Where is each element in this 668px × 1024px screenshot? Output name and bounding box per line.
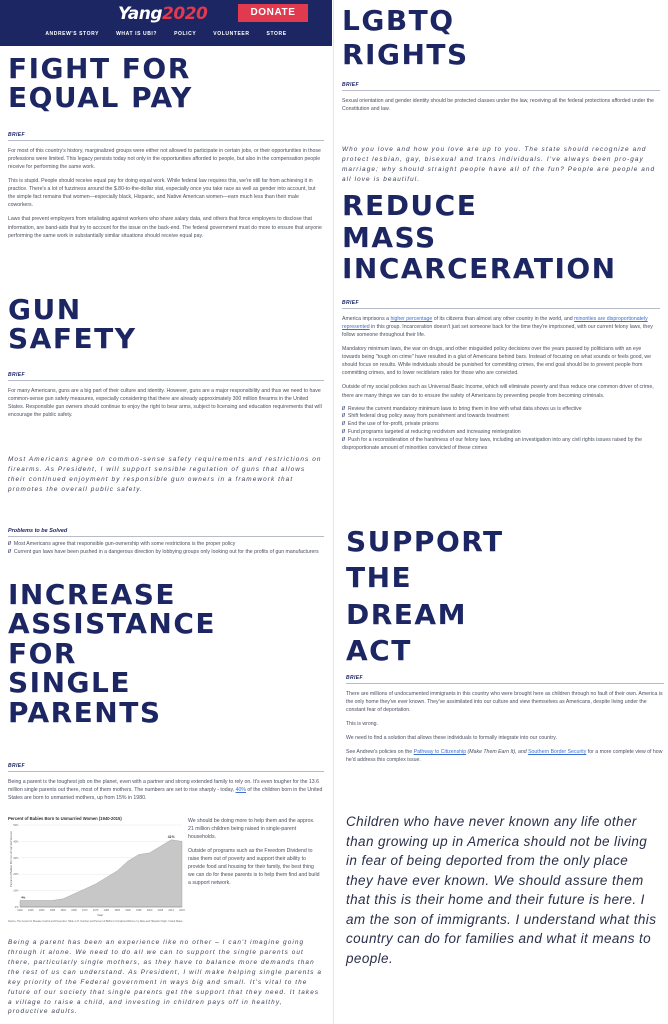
equal-pay-paragraph-3: Laws that prevent employers from retaliating against workers who share salary data, and others that force employers to disclose that information, are band-aids that try to account for the issue on the back-end. The federal government must do more to ensure that anyone performing the same work in substantially similar situations should receive equal pay. bbox=[8, 216, 322, 239]
problems-heading: Problems to be Solved bbox=[8, 528, 68, 534]
single-parents-title: INCREASE ASSISTANCE FOR SINGLE PARENTS bbox=[8, 578, 217, 729]
chart-x-tick-label: 1965 bbox=[71, 909, 77, 912]
side-paragraph-1: We should be doing more to help them and the approx. 21 million children being raised in single-parent households. bbox=[188, 818, 315, 841]
chart-y-tick-label: 30% bbox=[13, 856, 19, 860]
chart-y-tick-label: 10% bbox=[13, 889, 19, 893]
incarceration-title: REDUCE MASS INCARCERATION bbox=[342, 189, 617, 286]
divider bbox=[8, 140, 324, 141]
divider bbox=[346, 683, 664, 684]
single-parents-quote: Being a parent has been an experience like no other – I can't imagine going through it alone. We need to do all we can to support the single parents out there, particularly single mothers, as they have to balance more demands than the rest of us can understand. As President, I will make helping single parents a key priority of the Federal government in ways big and small. It's vital to the future of our society that single parents get the support that they need. It takes a village to raise a child, and investing in children pays off in healthy, productive adults. bbox=[8, 939, 323, 1016]
dream-act-paragraph-2: This is wrong. bbox=[346, 721, 378, 728]
dream-act-section bbox=[346, 524, 664, 670]
chart-x-tick-label: 2005 bbox=[157, 909, 164, 912]
nav-volunteer[interactable]: VOLUNTEER bbox=[213, 31, 250, 37]
bullet-item: // End the use of for-profit, private prisons bbox=[342, 421, 439, 428]
dream-act-paragraph-1: There are millions of undocumented immigrants in this country who were brought here as children through no fault of their own. America is the only home they've ever known. They've assimilated into our culture and view themselves as Americans, despite living under the constant fear of deportation. bbox=[346, 691, 663, 714]
brief-label: BRIEF bbox=[8, 372, 25, 378]
gun-safety-title: GUN SAFETY bbox=[8, 293, 137, 355]
lgbtq-title: LGBTQ RIGHTS bbox=[342, 4, 469, 71]
dream-act-title: SUPPORT THE DREAM ACT bbox=[346, 525, 504, 668]
brief-label: BRIEF bbox=[342, 82, 359, 88]
chart-svg bbox=[8, 815, 186, 927]
chart-x-tick-label: 1970 bbox=[82, 909, 88, 912]
higher-percentage-link[interactable]: higher percentage bbox=[390, 316, 433, 322]
left-column bbox=[0, 0, 332, 1024]
chart-area-series bbox=[20, 840, 182, 907]
chart-x-tick-label: 1995 bbox=[136, 909, 142, 912]
chart-start-label: 4% bbox=[21, 895, 26, 900]
dream-act-quote: Children who have never known any life other than growing up in America should not be living in fear of being deported from the only place they have ever known. We should assure them that this is their home and their future is here. I am the son of immigrants. I understand what this country can do for families and what it means to people. bbox=[346, 814, 657, 966]
border-security-link[interactable]: Southern Border Security bbox=[528, 749, 587, 756]
chart-x-axis-label: Year bbox=[96, 913, 104, 917]
problem-item: // Most Americans agree that responsible gun-ownership with some restrictions is the proper policy bbox=[8, 541, 236, 547]
chart-x-tick-label: 1975 bbox=[92, 909, 99, 912]
side-paragraph-2: Outside of programs such as the Freedom Dividend to raise them out of poverty and support their ability to provide food and housing for their family, the best thing we can do for these parents is to help them find and build a support network. bbox=[188, 848, 320, 887]
chart-x-tick-label: 1985 bbox=[114, 909, 120, 912]
minorities-link[interactable]: minorities are disproportionately represented bbox=[342, 316, 648, 331]
brief-label: BRIEF bbox=[8, 132, 25, 138]
lgbtq-paragraph: Sexual orientation and gender identity should be protected classes under the law, receiving all the federal protections afforded under the Constitution and law. bbox=[342, 98, 654, 113]
single-parents-side-text bbox=[188, 817, 320, 888]
incarceration-body bbox=[342, 300, 660, 452]
incarceration-paragraph-3: Outside of my social policies such as Universal Basic Income, which will eliminate poverty and thus reduce one common driver of crime, there are many things we can do to ensure the safety of Americans by preventing people from becoming criminals. bbox=[342, 384, 654, 399]
incarceration-section bbox=[342, 190, 660, 285]
chart-y-tick-label: 40% bbox=[13, 840, 19, 844]
gun-safety-paragraph: For many Americans, guns are a big part of their culture and identity. However, guns are a major responsibility and thus we need to have common-sense gun safety measures, especially considering that there are already approximately 300 million firearms in the United States. Responsible gun owners should continue to enjoy the right to bear arms, subject to licensing and education requirements that will encourage the public safety. bbox=[8, 388, 322, 419]
chart-y-tick-label: 20% bbox=[13, 873, 19, 877]
bullet-item: // Shift federal drug policy away from punishment and towards treatment bbox=[342, 413, 509, 420]
chart-y-tick-label: 50% bbox=[13, 824, 19, 827]
chart-x-tick-label: 1945 bbox=[28, 909, 34, 912]
divider bbox=[342, 308, 660, 309]
chart-title: Percent of Babies Born to Unmarried Women (1940-2015) bbox=[8, 816, 122, 821]
brief-label: BRIEF bbox=[8, 763, 25, 769]
chart-x-tick-label: 1990 bbox=[125, 909, 131, 912]
equal-pay-body bbox=[8, 132, 324, 240]
brief-label: BRIEF bbox=[342, 300, 359, 306]
chart-y-axis-label: Percent of Babies Born to Unmarried Women bbox=[9, 830, 13, 887]
brief-label: BRIEF bbox=[346, 675, 363, 681]
problem-item: // Current gun laws have been pushed in a dangerous direction by lobbying groups only looking out for the profits of gun manufacturers bbox=[8, 548, 319, 555]
dream-act-paragraph-4: See Andrew's policies on the Pathway to Citizenship (Make Them Earn It), and Southern Border Security for a more complete view of how he'd address this complex issue. bbox=[346, 749, 663, 764]
gun-safety-problems bbox=[8, 528, 324, 557]
chart-x-tick-label: 2010 bbox=[168, 909, 174, 912]
dream-act-body bbox=[346, 675, 664, 764]
divider bbox=[8, 536, 324, 537]
nav-policy[interactable]: POLICY bbox=[174, 31, 197, 37]
lgbtq-section bbox=[342, 4, 660, 71]
site-header bbox=[0, 0, 332, 46]
incarceration-paragraph-1: America imprisons a higher percentage of its citizens than almost any other country in the world, and minorities are disproportionately represented in this group. Incarceration doesn't just set someone back for the time they're imprisoned, with our current felony laws, they follow someone throughout their life. bbox=[342, 316, 653, 339]
pathway-link[interactable]: Pathway to Citizenship bbox=[413, 749, 467, 756]
dream-act-paragraph-3: We need to find a solution that allows these individuals to formally integrate into our country. bbox=[346, 735, 557, 742]
nav-store[interactable]: STORE bbox=[266, 31, 287, 37]
yang2020-logo[interactable]: Yang2020 bbox=[118, 4, 208, 24]
divider bbox=[8, 771, 324, 772]
forty-percent-link[interactable]: 40% bbox=[235, 787, 246, 794]
divider bbox=[342, 90, 660, 91]
main-nav bbox=[0, 31, 332, 37]
single-parents-paragraph: Being a parent is the toughest job on the planet, even with a partner and strong extended family to rely on. It's even tougher for the 13.6 million single parents out there, most of them mothers. The numbers are set to rise sharply - today, 40% of the children born in the United States are born to unmarried mothers, up from 15% in 1980. bbox=[8, 779, 323, 802]
equal-pay-paragraph-2: This is stupid. People should receive equal pay for doing equal work. While federal law requires this, we're still far from achieving it in practice. There's a lot of fuzziness around the $.80-to-the-dollar stat, especially once you take race as well as gender into account, but the simple fact remains that women—especially black, Hispanic, and Native American women—earn much less than their male coworkers. bbox=[8, 178, 316, 209]
divider bbox=[8, 380, 324, 381]
chart-x-tick-label: 1960 bbox=[60, 909, 66, 912]
chart-source: Source: The Center for Disease Control and Prevention, Table 1-17, Number and Percent of Births to Unmarried Women, by Race and Hispanic Origin: United States bbox=[8, 920, 183, 923]
nav-andrews-story[interactable]: ANDREW'S STORY bbox=[45, 31, 100, 37]
gun-safety-body bbox=[8, 372, 324, 419]
nav-what-is-ubi[interactable]: WHAT IS UBI? bbox=[116, 31, 158, 37]
single-parents-body bbox=[8, 763, 324, 802]
chart-x-tick-label: 1950 bbox=[38, 909, 45, 912]
chart-x-tick-label: 1955 bbox=[49, 909, 56, 912]
donate-button[interactable]: DONATE bbox=[238, 4, 308, 22]
unmarried-births-chart bbox=[8, 815, 186, 927]
bullet-item: // Push for a reconsideration of the harshness of our felony laws, including an investigation into any civil rights issues raised by the disproportionate amount of minorities convicted of these crimes bbox=[342, 436, 643, 451]
chart-y-tick-label: 0% bbox=[14, 906, 19, 909]
chart-peak-label: 41% bbox=[167, 834, 175, 839]
chart-x-tick-label: 2000 bbox=[146, 909, 153, 912]
chart-plot-area bbox=[13, 823, 185, 912]
gun-safety-section bbox=[8, 293, 324, 355]
lgbtq-quote: Who you love and how you love are up to you. The state should recognize and protect lesbian, gay, bisexual and trans individuals. I've always been pro-gay marriage; why should straight people have all of the fun? People are people and all love is beautiful. bbox=[342, 146, 656, 183]
equal-pay-paragraph-1: For most of this country's history, marginalized groups were either not allowed to participate in certain jobs, or their opportunities in those professions were limited. This legacy persists today not only in the opportunities afforded to people, but also in the compensation people receive for performing the same work. bbox=[8, 148, 321, 171]
lgbtq-body bbox=[342, 82, 660, 113]
right-column bbox=[333, 0, 668, 1024]
bullet-item: // Review the current mandatory minimum laws to bring them in line with what data shows us is effective bbox=[342, 405, 582, 412]
chart-x-tick-label: 1980 bbox=[103, 909, 110, 912]
incarceration-paragraph-2: Mandatory minimum laws, the war on drugs, and other misguided policy decisions over the years passed by politicians with an eye towards being "tough on crime" have resulted in a glut of Americans behind bars. Instead of focusing on what sounds or feels good, we should focus on results. While individuals should be punished for committing crimes, the end goal should be to prevent people from committing crimes, and to lower recidivism rates for those who are convicted. bbox=[342, 346, 652, 377]
equal-pay-section bbox=[8, 52, 324, 114]
equal-pay-title: FIGHT FOR EQUAL PAY bbox=[8, 52, 193, 114]
single-parents-section bbox=[8, 580, 324, 727]
gun-safety-quote: Most Americans agree on common-sense safety requirements and restrictions on firearms. As President, I will support sensible regulation of guns that allows their continued enjoyment by responsible gun owners in a framework that promotes the overall public safety. bbox=[8, 456, 322, 493]
chart-x-tick-label: 1940 bbox=[17, 909, 23, 912]
bullet-item: // Fund programs targeted at reducing recidivism and increasing reintegration bbox=[342, 428, 521, 435]
incarceration-bullets bbox=[342, 406, 660, 453]
chart-x-tick-label: 2015 bbox=[179, 909, 185, 912]
